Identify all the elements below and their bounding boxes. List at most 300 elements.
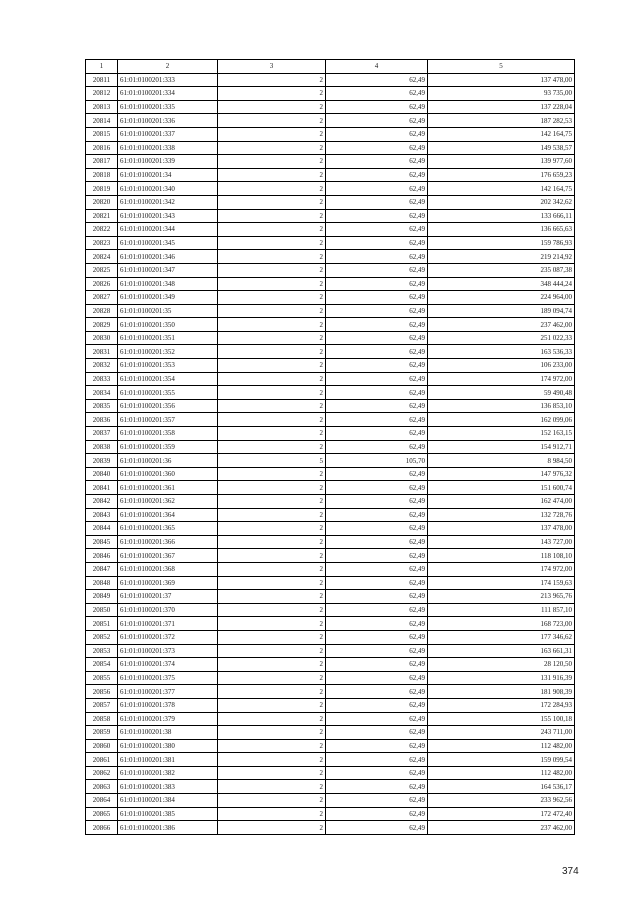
cadastral-number-cell: 61:01:0100201:372 <box>118 630 218 644</box>
cost-value-cell: 136 665,63 <box>428 223 575 237</box>
row-number-cell: 20845 <box>86 535 118 549</box>
area-value-cell: 62,49 <box>326 87 428 101</box>
row-number-cell: 20850 <box>86 603 118 617</box>
table-row <box>86 372 575 386</box>
floor-value-cell: 2 <box>218 141 326 155</box>
row-number-cell: 20852 <box>86 630 118 644</box>
table-row <box>86 114 575 128</box>
table-row <box>86 712 575 726</box>
cadastral-number-cell: 61:01:0100201:37 <box>118 590 218 604</box>
cost-value-cell: 174 972,00 <box>428 562 575 576</box>
cadastral-number-cell: 61:01:0100201:367 <box>118 549 218 563</box>
table-row <box>86 182 575 196</box>
floor-value-cell: 2 <box>218 168 326 182</box>
header-col-4: 4 <box>326 60 428 74</box>
cost-value-cell: 106 233,00 <box>428 359 575 373</box>
cadastral-number-cell: 61:01:0100201:35 <box>118 304 218 318</box>
floor-value-cell: 2 <box>218 630 326 644</box>
floor-value-cell: 2 <box>218 780 326 794</box>
area-value-cell: 62,49 <box>326 821 428 835</box>
cost-value-cell: 235 087,38 <box>428 263 575 277</box>
cost-value-cell: 181 908,39 <box>428 685 575 699</box>
floor-value-cell: 2 <box>218 87 326 101</box>
row-number-cell: 20826 <box>86 277 118 291</box>
cost-value-cell: 154 912,71 <box>428 440 575 454</box>
floor-value-cell: 2 <box>218 712 326 726</box>
row-number-cell: 20859 <box>86 726 118 740</box>
floor-value-cell: 2 <box>218 794 326 808</box>
cadastral-number-cell: 61:01:0100201:333 <box>118 73 218 87</box>
cadastral-number-cell: 61:01:0100201:385 <box>118 807 218 821</box>
floor-value-cell: 2 <box>218 739 326 753</box>
table-row <box>86 454 575 468</box>
table-row <box>86 141 575 155</box>
row-number-cell: 20818 <box>86 168 118 182</box>
floor-value-cell: 2 <box>218 209 326 223</box>
cadastral-number-cell: 61:01:0100201:351 <box>118 331 218 345</box>
area-value-cell: 62,49 <box>326 712 428 726</box>
cadastral-number-cell: 61:01:0100201:343 <box>118 209 218 223</box>
cadastral-number-cell: 61:01:0100201:335 <box>118 100 218 114</box>
cost-value-cell: 172 284,93 <box>428 698 575 712</box>
row-number-cell: 20864 <box>86 794 118 808</box>
floor-value-cell: 2 <box>218 535 326 549</box>
area-value-cell: 62,49 <box>326 318 428 332</box>
cadastral-number-cell: 61:01:0100201:38 <box>118 726 218 740</box>
header-col-2: 2 <box>118 60 218 74</box>
floor-value-cell: 2 <box>218 372 326 386</box>
cost-value-cell: 142 164,75 <box>428 127 575 141</box>
row-number-cell: 20821 <box>86 209 118 223</box>
table-row <box>86 549 575 563</box>
row-number-cell: 20827 <box>86 291 118 305</box>
area-value-cell: 62,49 <box>326 739 428 753</box>
cadastral-number-cell: 61:01:0100201:352 <box>118 345 218 359</box>
floor-value-cell: 2 <box>218 671 326 685</box>
row-number-cell: 20832 <box>86 359 118 373</box>
cadastral-number-cell: 61:01:0100201:355 <box>118 386 218 400</box>
row-number-cell: 20847 <box>86 562 118 576</box>
floor-value-cell: 2 <box>218 223 326 237</box>
cadastral-number-cell: 61:01:0100201:345 <box>118 236 218 250</box>
cadastral-number-cell: 61:01:0100201:348 <box>118 277 218 291</box>
cost-value-cell: 243 711,00 <box>428 726 575 740</box>
cadastral-table <box>85 59 575 835</box>
area-value-cell: 62,49 <box>326 630 428 644</box>
row-number-cell: 20863 <box>86 780 118 794</box>
cost-value-cell: 219 214,92 <box>428 250 575 264</box>
floor-value-cell: 2 <box>218 291 326 305</box>
row-number-cell: 20866 <box>86 821 118 835</box>
row-number-cell: 20822 <box>86 223 118 237</box>
row-number-cell: 20861 <box>86 753 118 767</box>
cadastral-number-cell: 61:01:0100201:368 <box>118 562 218 576</box>
area-value-cell: 62,49 <box>326 576 428 590</box>
cost-value-cell: 189 094,74 <box>428 304 575 318</box>
table-row <box>86 440 575 454</box>
row-number-cell: 20839 <box>86 454 118 468</box>
floor-value-cell: 2 <box>218 277 326 291</box>
header-col-1: 1 <box>86 60 118 74</box>
area-value-cell: 62,49 <box>326 726 428 740</box>
cadastral-number-cell: 61:01:0100201:347 <box>118 263 218 277</box>
cadastral-number-cell: 61:01:0100201:338 <box>118 141 218 155</box>
floor-value-cell: 2 <box>218 195 326 209</box>
table-row <box>86 73 575 87</box>
table-row <box>86 304 575 318</box>
row-number-cell: 20834 <box>86 386 118 400</box>
area-value-cell: 62,49 <box>326 780 428 794</box>
area-value-cell: 62,49 <box>326 195 428 209</box>
area-value-cell: 62,49 <box>326 671 428 685</box>
table-row <box>86 576 575 590</box>
table-row <box>86 617 575 631</box>
cadastral-number-cell: 61:01:0100201:362 <box>118 495 218 509</box>
table-row <box>86 630 575 644</box>
table-row <box>86 291 575 305</box>
cadastral-number-cell: 61:01:0100201:384 <box>118 794 218 808</box>
cost-value-cell: 155 100,18 <box>428 712 575 726</box>
floor-value-cell: 2 <box>218 821 326 835</box>
area-value-cell: 62,49 <box>326 141 428 155</box>
area-value-cell: 62,49 <box>326 236 428 250</box>
cost-value-cell: 168 723,00 <box>428 617 575 631</box>
cadastral-number-cell: 61:01:0100201:369 <box>118 576 218 590</box>
cadastral-number-cell: 61:01:0100201:379 <box>118 712 218 726</box>
area-value-cell: 62,49 <box>326 508 428 522</box>
row-number-cell: 20817 <box>86 155 118 169</box>
row-number-cell: 20811 <box>86 73 118 87</box>
cost-value-cell: 112 482,00 <box>428 766 575 780</box>
cost-value-cell: 237 462,00 <box>428 821 575 835</box>
table-row <box>86 726 575 740</box>
table-row <box>86 100 575 114</box>
area-value-cell: 62,49 <box>326 495 428 509</box>
area-value-cell: 62,49 <box>326 481 428 495</box>
row-number-cell: 20812 <box>86 87 118 101</box>
floor-value-cell: 2 <box>218 399 326 413</box>
table-row <box>86 236 575 250</box>
table-row <box>86 155 575 169</box>
cadastral-number-cell: 61:01:0100201:366 <box>118 535 218 549</box>
table-row <box>86 671 575 685</box>
table-row <box>86 413 575 427</box>
table-row <box>86 250 575 264</box>
area-value-cell: 62,49 <box>326 794 428 808</box>
area-value-cell: 62,49 <box>326 427 428 441</box>
row-number-cell: 20824 <box>86 250 118 264</box>
table-row <box>86 195 575 209</box>
header-row <box>86 60 575 74</box>
area-value-cell: 62,49 <box>326 617 428 631</box>
area-value-cell: 62,49 <box>326 250 428 264</box>
cadastral-number-cell: 61:01:0100201:339 <box>118 155 218 169</box>
floor-value-cell: 2 <box>218 331 326 345</box>
cadastral-number-cell: 61:01:0100201:349 <box>118 291 218 305</box>
floor-value-cell: 5 <box>218 454 326 468</box>
row-number-cell: 20840 <box>86 467 118 481</box>
cadastral-number-cell: 61:01:0100201:350 <box>118 318 218 332</box>
cost-value-cell: 118 108,10 <box>428 549 575 563</box>
table-row <box>86 685 575 699</box>
cost-value-cell: 143 727,00 <box>428 535 575 549</box>
row-number-cell: 20857 <box>86 698 118 712</box>
area-value-cell: 62,49 <box>326 685 428 699</box>
floor-value-cell: 2 <box>218 508 326 522</box>
table-row <box>86 127 575 141</box>
cadastral-number-cell: 61:01:0100201:375 <box>118 671 218 685</box>
cost-value-cell: 137 478,00 <box>428 522 575 536</box>
table-row <box>86 739 575 753</box>
row-number-cell: 20858 <box>86 712 118 726</box>
cost-value-cell: 137 478,00 <box>428 73 575 87</box>
cost-value-cell: 348 444,24 <box>428 277 575 291</box>
cost-value-cell: 162 099,06 <box>428 413 575 427</box>
cadastral-number-cell: 61:01:0100201:377 <box>118 685 218 699</box>
cost-value-cell: 159 099,54 <box>428 753 575 767</box>
floor-value-cell: 2 <box>218 549 326 563</box>
cost-value-cell: 151 600,74 <box>428 481 575 495</box>
floor-value-cell: 2 <box>218 726 326 740</box>
cost-value-cell: 233 962,56 <box>428 794 575 808</box>
row-number-cell: 20841 <box>86 481 118 495</box>
table-row <box>86 562 575 576</box>
area-value-cell: 62,49 <box>326 807 428 821</box>
floor-value-cell: 2 <box>218 698 326 712</box>
cost-value-cell: 132 728,76 <box>428 508 575 522</box>
row-number-cell: 20820 <box>86 195 118 209</box>
cost-value-cell: 136 853,10 <box>428 399 575 413</box>
table-row <box>86 821 575 835</box>
row-number-cell: 20849 <box>86 590 118 604</box>
table-row <box>86 603 575 617</box>
cadastral-number-cell: 61:01:0100201:386 <box>118 821 218 835</box>
table-row <box>86 766 575 780</box>
row-number-cell: 20860 <box>86 739 118 753</box>
cadastral-number-cell: 61:01:0100201:373 <box>118 644 218 658</box>
cadastral-number-cell: 61:01:0100201:340 <box>118 182 218 196</box>
page-number: 374 <box>562 866 579 877</box>
row-number-cell: 20853 <box>86 644 118 658</box>
area-value-cell: 62,49 <box>326 753 428 767</box>
area-value-cell: 62,49 <box>326 155 428 169</box>
floor-value-cell: 2 <box>218 685 326 699</box>
table-row <box>86 318 575 332</box>
row-number-cell: 20851 <box>86 617 118 631</box>
header-col-5: 5 <box>428 60 575 74</box>
area-value-cell: 62,49 <box>326 304 428 318</box>
cadastral-number-cell: 61:01:0100201:358 <box>118 427 218 441</box>
floor-value-cell: 2 <box>218 590 326 604</box>
cadastral-number-cell: 61:01:0100201:36 <box>118 454 218 468</box>
area-value-cell: 62,49 <box>326 399 428 413</box>
cadastral-number-cell: 61:01:0100201:334 <box>118 87 218 101</box>
area-value-cell: 62,49 <box>326 658 428 672</box>
cadastral-number-cell: 61:01:0100201:342 <box>118 195 218 209</box>
cost-value-cell: 152 163,15 <box>428 427 575 441</box>
cadastral-number-cell: 61:01:0100201:336 <box>118 114 218 128</box>
floor-value-cell: 2 <box>218 576 326 590</box>
row-number-cell: 20823 <box>86 236 118 250</box>
cost-value-cell: 159 786,93 <box>428 236 575 250</box>
cadastral-number-cell: 61:01:0100201:344 <box>118 223 218 237</box>
cadastral-number-cell: 61:01:0100201:346 <box>118 250 218 264</box>
row-number-cell: 20816 <box>86 141 118 155</box>
cadastral-number-cell: 61:01:0100201:383 <box>118 780 218 794</box>
area-value-cell: 62,49 <box>326 562 428 576</box>
row-number-cell: 20813 <box>86 100 118 114</box>
area-value-cell: 62,49 <box>326 114 428 128</box>
area-value-cell: 62,49 <box>326 182 428 196</box>
cadastral-number-cell: 61:01:0100201:381 <box>118 753 218 767</box>
area-value-cell: 62,49 <box>326 440 428 454</box>
table-row <box>86 522 575 536</box>
floor-value-cell: 2 <box>218 114 326 128</box>
cost-value-cell: 163 536,33 <box>428 345 575 359</box>
cadastral-number-cell: 61:01:0100201:360 <box>118 467 218 481</box>
area-value-cell: 62,49 <box>326 413 428 427</box>
table-row <box>86 345 575 359</box>
cost-value-cell: 137 228,04 <box>428 100 575 114</box>
table-row <box>86 508 575 522</box>
floor-value-cell: 2 <box>218 617 326 631</box>
row-number-cell: 20833 <box>86 372 118 386</box>
area-value-cell: 62,49 <box>326 467 428 481</box>
cost-value-cell: 149 538,57 <box>428 141 575 155</box>
cadastral-number-cell: 61:01:0100201:337 <box>118 127 218 141</box>
cadastral-number-cell: 61:01:0100201:353 <box>118 359 218 373</box>
table-row <box>86 481 575 495</box>
cost-value-cell: 162 474,00 <box>428 495 575 509</box>
cost-value-cell: 133 666,11 <box>428 209 575 223</box>
cost-value-cell: 251 022,33 <box>428 331 575 345</box>
floor-value-cell: 2 <box>218 522 326 536</box>
row-number-cell: 20843 <box>86 508 118 522</box>
row-number-cell: 20831 <box>86 345 118 359</box>
cost-value-cell: 111 857,10 <box>428 603 575 617</box>
area-value-cell: 62,49 <box>326 386 428 400</box>
row-number-cell: 20862 <box>86 766 118 780</box>
row-number-cell: 20838 <box>86 440 118 454</box>
table-row <box>86 168 575 182</box>
area-value-cell: 62,49 <box>326 73 428 87</box>
floor-value-cell: 2 <box>218 562 326 576</box>
floor-value-cell: 2 <box>218 263 326 277</box>
row-number-cell: 20842 <box>86 495 118 509</box>
area-value-cell: 62,49 <box>326 522 428 536</box>
cost-value-cell: 187 282,53 <box>428 114 575 128</box>
floor-value-cell: 2 <box>218 807 326 821</box>
table-row <box>86 331 575 345</box>
row-number-cell: 20829 <box>86 318 118 332</box>
area-value-cell: 62,49 <box>326 372 428 386</box>
area-value-cell: 62,49 <box>326 644 428 658</box>
area-value-cell: 62,49 <box>326 549 428 563</box>
area-value-cell: 62,49 <box>326 590 428 604</box>
row-number-cell: 20819 <box>86 182 118 196</box>
area-value-cell: 62,49 <box>326 359 428 373</box>
table-row <box>86 359 575 373</box>
cost-value-cell: 142 164,75 <box>428 182 575 196</box>
cost-value-cell: 213 965,76 <box>428 590 575 604</box>
cost-value-cell: 131 916,39 <box>428 671 575 685</box>
table-row <box>86 399 575 413</box>
cadastral-number-cell: 61:01:0100201:361 <box>118 481 218 495</box>
table-body <box>86 73 575 834</box>
table-row <box>86 644 575 658</box>
floor-value-cell: 2 <box>218 753 326 767</box>
floor-value-cell: 2 <box>218 413 326 427</box>
table-row <box>86 209 575 223</box>
area-value-cell: 62,49 <box>326 223 428 237</box>
cost-value-cell: 8 984,50 <box>428 454 575 468</box>
floor-value-cell: 2 <box>218 100 326 114</box>
table-row <box>86 386 575 400</box>
area-value-cell: 105,70 <box>326 454 428 468</box>
area-value-cell: 62,49 <box>326 168 428 182</box>
floor-value-cell: 2 <box>218 127 326 141</box>
area-value-cell: 62,49 <box>326 345 428 359</box>
cost-value-cell: 174 159,63 <box>428 576 575 590</box>
cost-value-cell: 93 735,00 <box>428 87 575 101</box>
row-number-cell: 20846 <box>86 549 118 563</box>
table-row <box>86 807 575 821</box>
row-number-cell: 20848 <box>86 576 118 590</box>
cadastral-number-cell: 61:01:0100201:356 <box>118 399 218 413</box>
row-number-cell: 20865 <box>86 807 118 821</box>
cost-value-cell: 202 342,62 <box>428 195 575 209</box>
cost-value-cell: 224 964,00 <box>428 291 575 305</box>
cost-value-cell: 139 977,60 <box>428 155 575 169</box>
cost-value-cell: 172 472,40 <box>428 807 575 821</box>
cost-value-cell: 174 972,00 <box>428 372 575 386</box>
row-number-cell: 20837 <box>86 427 118 441</box>
floor-value-cell: 2 <box>218 603 326 617</box>
row-number-cell: 20814 <box>86 114 118 128</box>
table-row <box>86 753 575 767</box>
cadastral-number-cell: 61:01:0100201:34 <box>118 168 218 182</box>
cost-value-cell: 147 976,32 <box>428 467 575 481</box>
table-row <box>86 467 575 481</box>
cadastral-number-cell: 61:01:0100201:359 <box>118 440 218 454</box>
area-value-cell: 62,49 <box>326 127 428 141</box>
cost-value-cell: 163 661,31 <box>428 644 575 658</box>
table-row <box>86 535 575 549</box>
floor-value-cell: 2 <box>218 318 326 332</box>
row-number-cell: 20854 <box>86 658 118 672</box>
table-row <box>86 87 575 101</box>
floor-value-cell: 2 <box>218 386 326 400</box>
header-col-3: 3 <box>218 60 326 74</box>
table-row <box>86 698 575 712</box>
cadastral-number-cell: 61:01:0100201:364 <box>118 508 218 522</box>
cadastral-number-cell: 61:01:0100201:357 <box>118 413 218 427</box>
floor-value-cell: 2 <box>218 658 326 672</box>
row-number-cell: 20815 <box>86 127 118 141</box>
area-value-cell: 62,49 <box>326 100 428 114</box>
cost-value-cell: 164 536,17 <box>428 780 575 794</box>
cadastral-number-cell: 61:01:0100201:370 <box>118 603 218 617</box>
cadastral-number-cell: 61:01:0100201:380 <box>118 739 218 753</box>
floor-value-cell: 2 <box>218 345 326 359</box>
area-value-cell: 62,49 <box>326 603 428 617</box>
row-number-cell: 20830 <box>86 331 118 345</box>
table-row <box>86 263 575 277</box>
cost-value-cell: 59 490,48 <box>428 386 575 400</box>
table-row <box>86 223 575 237</box>
cost-value-cell: 177 346,62 <box>428 630 575 644</box>
row-number-cell: 20856 <box>86 685 118 699</box>
